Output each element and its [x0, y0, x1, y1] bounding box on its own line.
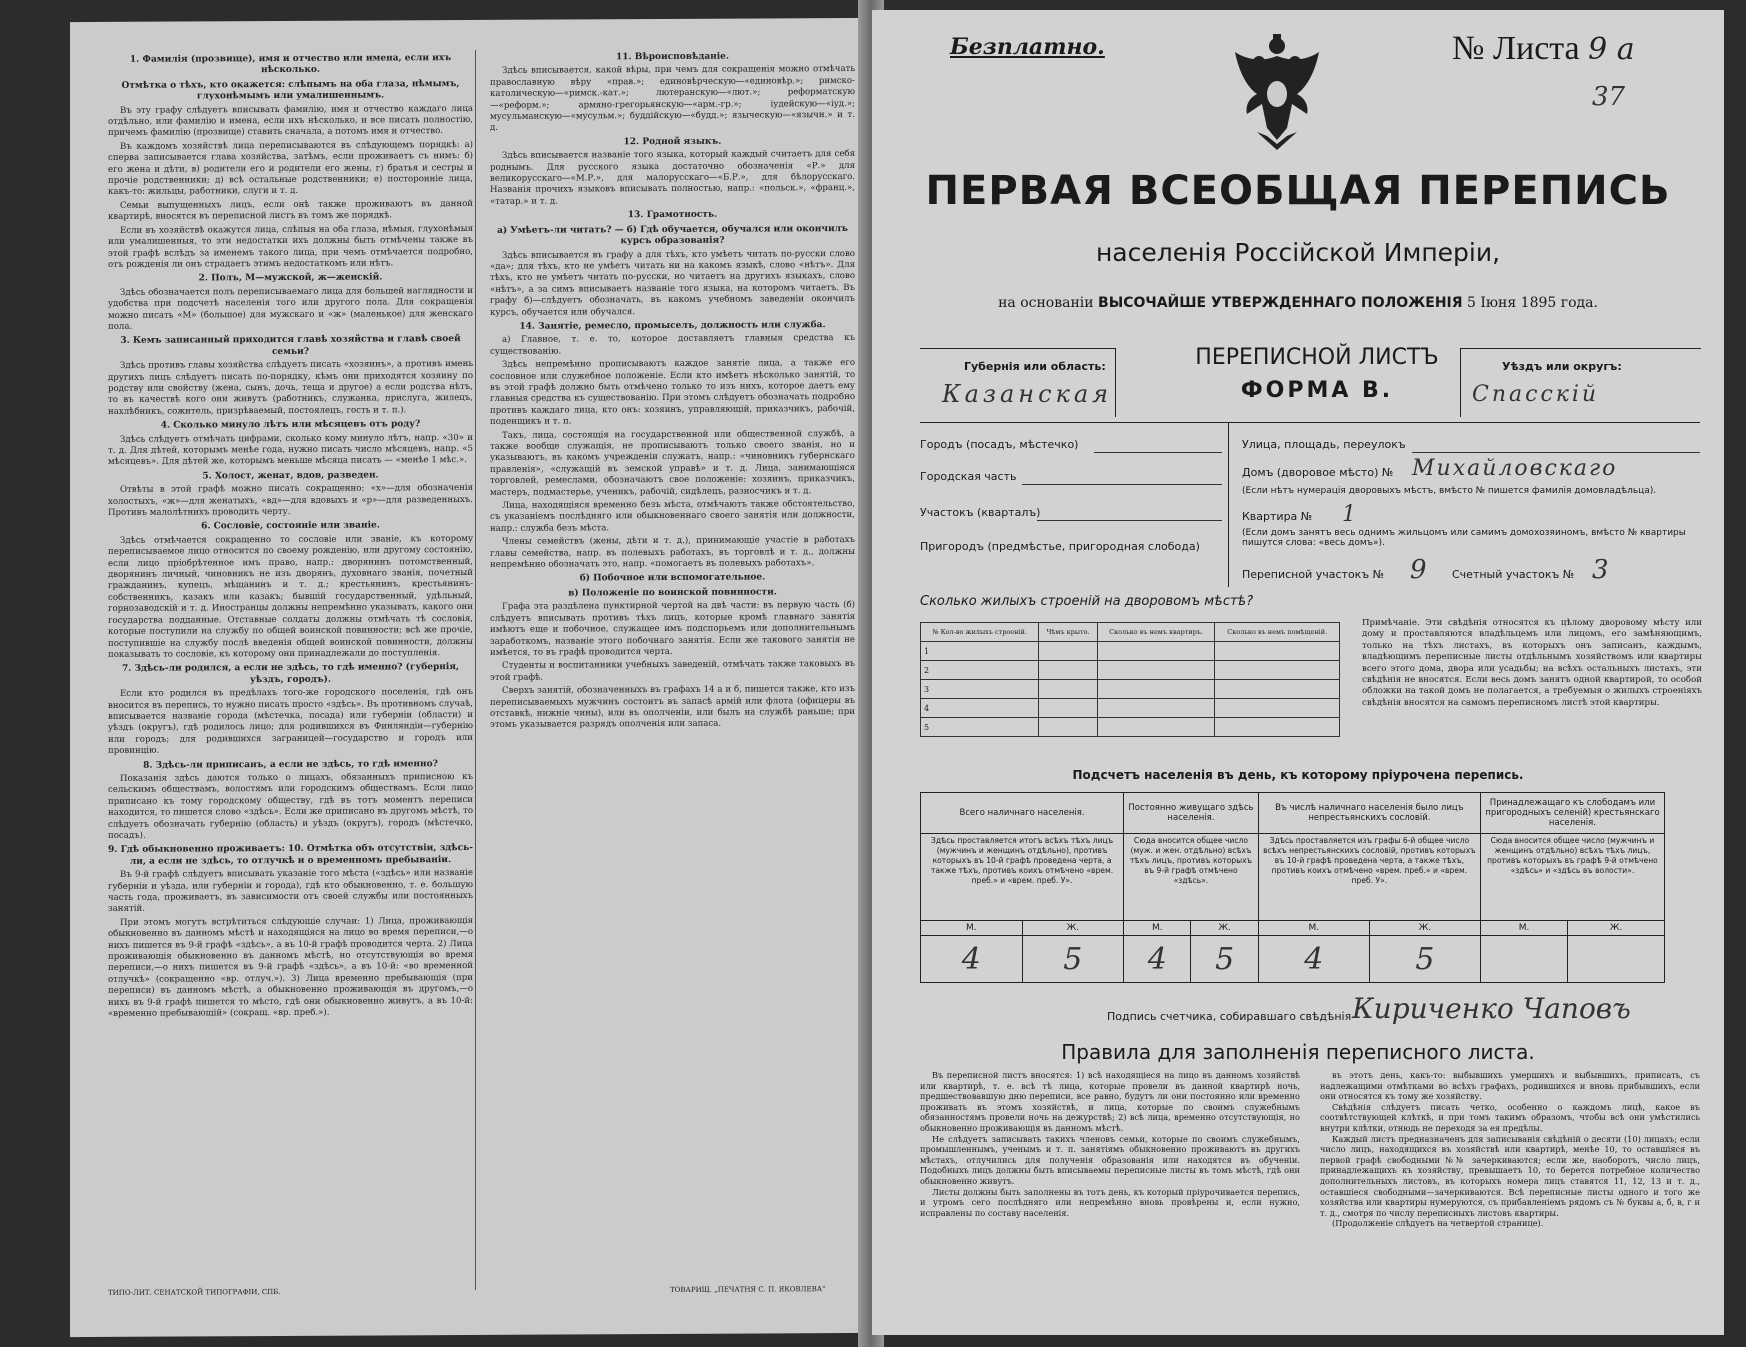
count-description: Сюда вносится общее число (мужчинъ и женщинъ отдѣльно) всѣхъ тѣхъ лицъ, противъ которыхъ въ графѣ 9-й отмѣчено «здѣсь» и «здѣсь въ волости». [1480, 834, 1664, 921]
buildings-note: Примѣчаніе. Эти свѣдѣнія относятся къ цѣлому дворовому мѣсту или дому и проставляются владѣльцемъ или лицомъ, его замѣняющимъ, только на тѣхъ листахъ, въ которыхъ онъ записанъ, каждымъ, владѣющимъ переписные листы отдѣльнымъ хозяйствомъ или квартиры всего этого дома, двора или усадьбы; на всѣхъ остальныхъ листахъ, эти свѣдѣнія не вносятся. Если весь домъ занятъ одной квартирой, то особой обложки на такой домъ не полагается, а требуемыя о жилыхъ строеніяхъ свѣдѣнія вносятся на самомъ переписномъ листѣ этой квартиры. [1362, 618, 1702, 708]
table-header: Сколько въ немъ квартиръ. [1097, 623, 1215, 642]
paragraph: Семьи выпущенныхъ лицъ, если онѣ также проживаютъ въ данной квартирѣ, вносятся въ переписной листъ въ томъ же порядкѣ. [108, 198, 473, 223]
table-row [921, 642, 1340, 661]
section-heading: 9. Гдѣ обыкновенно проживаетъ: 10. Отмѣтка объ отсутствіи, здѣсь-ли, а если не здѣсь, то отлучкѣ и о временномъ пребываніи. [108, 843, 473, 867]
signature-label: Подпись счетчика, собиравшаго свѣдѣнія [1107, 1010, 1352, 1023]
signature-handwritten: Кириченко Чаповъ [1352, 992, 1631, 1025]
paragraph: Если въ хозяйствѣ окажутся лица, слѣпыя на оба глаза, нѣмыя, глухонѣмыя или умалишенныя, то эти недостатки ихъ должны быть отмѣчены также въ этой графѣ вслѣдъ за именемъ такого лица, при чемъ отмѣчается подробно, отъ рожденія ли онъ страдаетъ этимъ недостаткомъ или нѣтъ. [108, 223, 473, 270]
sheet-number-label: № Листа [1452, 30, 1580, 67]
sex-header: М. [921, 921, 1023, 936]
census-title: ПЕРВАЯ ВСЕОБЩАЯ ПЕРЕПИСЬ [925, 168, 1671, 214]
count-value: 5 [1369, 936, 1480, 983]
right-footer-printer: ТОВАРИЩ. „ПЕЧАТНЯ С. П. ЯКОВЛЕВА“ [670, 1285, 826, 1294]
count-description: Сюда вносится общее число (муж. и жен. отдѣльно) всѣхъ тѣхъ лицъ, противъ которыхъ въ 9-й графѣ отмѣчено «здѣсь». [1124, 834, 1259, 921]
schet-uch-handwritten: 3 [1592, 555, 1609, 585]
sex-header: Ж. [1022, 921, 1124, 936]
table-cell [1215, 642, 1340, 661]
table-cell [1097, 680, 1215, 699]
section-heading: 2. Полъ, М—мужской, ж—женскій. [198, 272, 383, 284]
sheet-number [1452, 30, 1635, 68]
section-heading: 7. Здѣсь-ли родился, а если не здѣсь, то гдѣ именно? (губернія, уѣздъ, городъ). [121, 662, 460, 685]
count-value [1568, 936, 1665, 983]
paragraph: Здѣсь непремѣнно прописываютъ каждое занятіе лица, а также его сословное или служебное положеніе. Если кто имѣетъ нѣсколько занятій, то въ этой графѣ должно быть отмѣчено только то изъ нихъ, которое даетъ ему главныя средства къ существованію. При этомъ слѣдуетъ обозначать подробно противъ каждаго лица, кто онъ: хозяинъ, управляющій, приказчикъ, рабочій, поденщикъ и т. п. [490, 358, 855, 428]
section-heading: 1. Фамилія (прозвище), имя и отчество или имена, если ихъ нѣсколько. [129, 53, 452, 76]
count-description: Здѣсь проставляется итогъ всѣхъ тѣхъ лицъ (мужчинъ и женщинъ отдѣльно), противъ которыхъ въ 10-й графѣ проведена черта, а также тѣхъ, противъ коихъ отмѣчено «врем. преб.» и «врем. преб. У». [921, 834, 1124, 921]
table-cell [1215, 718, 1340, 737]
section-heading: а) Умѣетъ-ли читать? — б) Гдѣ обучается, обучался или окончилъ курсъ образованія? [497, 223, 848, 247]
uchastok-line [1037, 520, 1222, 521]
table-header: Чѣмъ крыто. [1039, 623, 1097, 642]
count-value: 4 [921, 936, 1023, 983]
table-cell [1039, 642, 1097, 661]
paragraph: Здѣсь обозначается полъ переписываемаго лица для большей наглядности и удобства при подсчетѣ населенія того или другого пола. Для сокращенія можно писать «М» (большое) для мужскаго и «ж» (маленькое) для женскаго пола. [108, 285, 473, 332]
rules-column-1 [920, 1070, 1300, 1218]
rule-paragraph: Каждый листъ предназначенъ для записыванія свѣдѣній о десяти (10) лицахъ; если число лицъ, находящихся въ хозяйствѣ или квартирѣ, менѣе 10, то оставшіяся въ первой графѣ свободными №№ зачеркиваются; если же, наоборотъ, число лицъ, принадлежащихъ къ хозяйству, превышаетъ 10, то берется потребное количество дополнительныхъ листовъ, въ которыхъ номера лицъ ставятся 11, 12, 13 и т. д., оставшіеся свободными—зачеркиваются. Всѣ переписные листы одного и того же хозяйства или квартиры нумеруются, съ прибавленіемъ рядомъ съ № буквы а, б, в, г и т. д., смотря по числу переписныхъ листовъ квартиры. [1320, 1133, 1700, 1218]
table-cell [1039, 699, 1097, 718]
rules-title: Правила для заполненія переписного листа. [1061, 1040, 1535, 1064]
count-value [1480, 936, 1567, 983]
table-header: Сколько въ немъ помѣщеній. [1215, 623, 1340, 642]
house-note: (Если нѣтъ нумерація дворовыхъ мѣстъ, вмѣсто № пишется фамилія домовладѣльца). [1242, 486, 1657, 496]
address-divider [1228, 422, 1229, 587]
sex-header: М. [1480, 921, 1567, 936]
paragraph: Здѣсь вписывается, какой вѣры, при чемъ для сокращенія можно отмѣчать православную вѣру «прав.»; единовѣрческую—«единовѣр.»; римско-католическую—«римск.-кат.»; лютеранскую—«лют.»; реформатскую—«реформ.»; армяно-грегорьянскую—«арм.-гр.»; іудейскую—«іуд.»; мусульманскую—«мусульм.»; буддійскую—«будд.»; языческую—«язычн.» и т. д. [490, 64, 855, 134]
table-cell [1039, 661, 1097, 680]
section-heading: 14. Занятіе, ремесло, промыселъ, должность или служба. [519, 320, 826, 332]
census-subtitle: населенія Россійской Имперіи, [1095, 238, 1501, 267]
house-handwritten: Михайловскаго [1412, 456, 1618, 481]
count-header: Въ числѣ наличнаго населенія было лицъ непрестьянскихъ сословій. [1258, 793, 1480, 834]
section-heading: 5. Холост, женат, вдов, разведен. [202, 470, 379, 482]
sex-header: Ж. [1369, 921, 1480, 936]
basis-prefix: на основаніи [998, 295, 1099, 311]
kv-note: (Если домъ занятъ весь однимъ жильцомъ или самимъ домохозяиномъ, вмѣсто № квартиры пишутся слова: «весь домъ»). [1242, 528, 1686, 548]
table-cell [1097, 661, 1215, 680]
paragraph: Въ 9-й графѣ слѣдуетъ вписывать указаніе того мѣста («здѣсь» или названіе губерніи и уѣзда, или губерніи и города), гдѣ кто обыкновенно, т. е. большую часть года, проживаетъ, въ зависимости отъ своей службы или постоянныхъ занятій. [108, 868, 473, 915]
paragraph: Графа эта раздѣлена пунктирной чертой на двѣ части: въ первую часть (б) слѣдуетъ вписывать противъ тѣхъ лицъ, которые кромѣ главнаго занятія имѣютъ еще и побочное, служащее имъ подспорьемъ или дополнительнымъ заработкомъ, названіе этого побочнаго занятія. Если же такового занятія не имѣется, то въ графѣ проводится черта. [490, 600, 855, 658]
city-part-label: Городская часть [920, 470, 1017, 483]
street-line [1412, 452, 1700, 453]
house-label: Домъ (дворовое мѣсто) № [1242, 466, 1394, 479]
perepis-uch-label: Переписной участокъ № [1242, 568, 1385, 581]
census-basis [872, 295, 1724, 311]
count-value: 5 [1191, 936, 1258, 983]
basis-date: 5 Іюня 1895 года. [1462, 295, 1598, 311]
paragraph: Въ эту графу слѣдуетъ вписывать фамилію, имя и отчество каждаго лица отдѣльно, или фамилію и имена, если ихъ нѣсколько, и все писать полностію, причемъ фамилію (прозвище) ставить сначала, а потомъ имя и отчество. [108, 103, 473, 139]
table-row [921, 699, 1340, 718]
table-row [921, 661, 1340, 680]
table-cell: 5 [921, 718, 1039, 737]
rule-paragraph: Не слѣдуетъ записывать такихъ членовъ семьи, которые по своимъ служебнымъ, промышленнымъ, ученымъ и т. п. занятіямъ обыкновенно проживаютъ въ другихъ мѣстахъ, отлучились для полученія образованія или находятся въ обученіи. Подобныхъ лицъ должны быть вписываемы переписные листы въ томъ мѣстѣ, гдѣ они обыкновенно живутъ. [920, 1133, 1300, 1186]
basis-decree: ВЫСОЧАЙШЕ УТВЕРЖДЕННАГО ПОЛОЖЕНІЯ [1098, 295, 1463, 311]
count-header: Всего наличнаго населенія. [921, 793, 1124, 834]
count-header: Постоянно живущаго здѣсь населенія. [1124, 793, 1259, 834]
sex-header: М. [1258, 921, 1369, 936]
left-column-2 [490, 48, 855, 734]
paragraph: Отвѣты в этой графѣ можно писать сокращенно: «х»—для обозначенія холостыхъ, «ж»—для женатыхъ, «вд»—для вдовыхъ и «р»—для разведенныхъ. Противъ малолѣтнихъ проводить черту. [108, 483, 473, 518]
uezd-handwritten: Спасскій [1472, 382, 1600, 407]
table-cell [1215, 699, 1340, 718]
count-header: Принадлежащаго къ слободамъ или пригородныхъ селеній) крестьянскаго населенія. [1480, 793, 1664, 834]
section-heading: 3. Кемъ записанный приходится главѣ хозяйства и главѣ своей семьи? [120, 334, 461, 357]
section-heading: 12. Родной языкъ. [623, 136, 722, 148]
sex-header: Ж. [1568, 921, 1665, 936]
rule-paragraph: Свѣдѣнія слѣдуетъ писать четко, особенно о каждомъ лицѣ, какое въ соотвѣтствующей клѣткѣ, и при томъ такимъ образомъ, чтобы всѣ они умѣстились внутри клѣтки, отнюдь не переходя за ея предѣлы. [1320, 1101, 1700, 1133]
right-page [872, 10, 1724, 1335]
kv-label: Квартира № [1242, 510, 1313, 523]
perepis-uch-handwritten: 9 [1410, 555, 1427, 585]
paragraph: Члены семействъ (жены, дѣти и т. д.), принимающіе участіе в работахъ главы семейства, напр. въ полевыхъ работахъ, въ торговлѣ и т. д., должны непремѣнно обозначать это, напр. «помогаетъ въ полевыхъ работахъ». [490, 535, 855, 570]
free-stamp: Безплатно. [950, 34, 1105, 60]
left-footer-printer: ТИПО-ЛИТ. СЕНАТСКОЙ ТИПОГРАФІИ, СПБ. [108, 1287, 281, 1297]
table-cell [1215, 680, 1340, 699]
paragraph: Показанія здѣсь даются только о лицахъ, обязанныхъ приписною къ сельскимъ обществамъ, волостямъ или городскимъ обществамъ. Если лицо приписано къ тому городскому обществу, гдѣ въ тотъ моментъ переписи находится, то пишется слово «здѣсь». Если же приписано въ другомъ мѣстѣ, то слѣдуетъ обозначать губернію (область) и уѣздъ (округъ), городъ (мѣстечко, посадъ). [108, 771, 473, 841]
section-heading: 4. Сколько минуло лѣтъ или мѣсяцевъ отъ роду? [160, 419, 421, 431]
section-heading: Отмѣтка о тѣхъ, кто окажется: слѣпымъ на оба глаза, нѣмымъ, глухонѣмымъ или умалишеннымъ. [121, 78, 460, 102]
city-part-line [1022, 484, 1222, 485]
rule-paragraph: Листы должны быть заполнены въ тотъ день, къ который пріурочивается перепись, и утромъ сего послѣдняго или непремѣнно вновь провѣрены и, если нужно, исправлены по составу населенія. [920, 1186, 1300, 1218]
table-cell [1215, 661, 1340, 680]
table-cell [1097, 642, 1215, 661]
city-label: Городъ (посадъ, мѣстечко) [920, 438, 1079, 451]
sheet-number-secondary: 37 [1592, 82, 1626, 112]
paragraph: а) Главное, т. е. то, которое доставляетъ главныя средства къ существованію. [490, 333, 855, 357]
stroeniy-question: Сколько жилыхъ строеній на дворовомъ мѣстѣ? [920, 594, 1254, 609]
table-cell [1097, 699, 1215, 718]
form-type: ФОРМА В. [1240, 378, 1394, 403]
count-description: Здѣсь проставляется изъ графы 6-й общее число всѣхъ непрестьянскихъ сословій, противъ которыхъ въ 10-й графѣ проведена черта, а также тѣхъ, противъ коихъ отмѣчено «врем. преб.» и «врем. преб. У». [1258, 834, 1480, 921]
section-heading: б) Побочное или вспомогательное. [579, 572, 766, 584]
table-cell [1097, 718, 1215, 737]
double-headed-eagle-icon [1227, 32, 1327, 152]
paragraph: Здѣсь вписывается въ графу а для тѣхъ, кто умѣетъ читать по-русски слово «да»; для тѣхъ, кто не умѣетъ читать ни на какомъ языкѣ, слово «нѣтъ». Для тѣхъ, кто не умѣетъ читать по-русски, но читаетъ на другихъ языкахъ, слово «нѣтъ», а за симъ вписываетъ названіе того языка, на которомъ читаетъ. Въ графу б)—слѣдуетъ обозначать, въ какомъ учебномъ заведеніи окончилъ курсъ, обучается или обучался. [490, 248, 855, 318]
gubernia-handwritten: Казанская [942, 380, 1113, 408]
paragraph: Здѣсь отмѣчается сокращенно то сословіе или званіе, къ которому переписываемое лицо относится по своему рожденію, или другому состоянію, если лицо пріобрѣтенное имъ право, напр.: дворянинъ потомственный, дворянинъ личный, чиновникъ не изъ дворянъ, духовнаго званія, почетный гражданинъ, купецъ, мѣщанинъ и т. д.; крестьянинъ, крестьянинъ-собственникъ, казакъ или казакъ; бывшій государственный, удѣльный, горнозаводскій и т. д. Иностранцы должны непремѣнно указывать, какого они государства подданные. Отставные солдаты должны отмѣчать тѣ сословія, которые поступили на службу по общей воинской повинности; всѣ же прочіе, поступившіе на службу послѣ введенія общей воинской повинности, должны показывать то сословіе, къ которому они принадлежали до поступленія. [108, 533, 473, 660]
column-divider [475, 50, 476, 1290]
table-cell: 4 [921, 699, 1039, 718]
population-count-table [920, 792, 1665, 983]
rules-column-2 [1320, 1070, 1700, 1229]
city-line [1094, 452, 1222, 453]
rule-paragraph: въ этотъ день, какъ-то: выбывшихъ умершихъ и выбывшихъ, приписать, съ надлежащими отмѣтками во всѣхъ графахъ, родившихся и вновь прибывшихъ, если они относятся къ тому же хозяйству. [1320, 1070, 1700, 1102]
uchastok-label: Участокъ (кварталъ) [920, 506, 1041, 519]
podschet-title: Подсчетъ населенія въ день, къ которому пріурочена перепись. [1072, 768, 1524, 782]
street-label: Улица, площадь, переулокъ [1242, 438, 1406, 451]
sex-header: М. [1124, 921, 1191, 936]
left-page [70, 18, 870, 1337]
buildings-table [920, 622, 1340, 737]
count-value: 4 [1124, 936, 1191, 983]
paragraph: Здѣсь вписывается названіе того языка, который каждый считаетъ для себя роднымъ. Для русского языка достаточно обозначенія «Р.» для великорусскаго—«М.Р.», для малорусскаго—«Б.Р.», для бѣлорусскаго. Названія прочихъ языковъ вписывать полностью, напр.: «польск.», «франц.», «татар.» и т. д. [490, 149, 855, 207]
paragraph: Здѣсь противъ главы хозяйства слѣдуетъ писать «хозяинъ», а противъ имень другихъ лицъ слѣдуетъ писать по-порядку, кѣмъ они приходятся хозяину по родству или свойству (жена, сынъ, дочь, теща и другое) а если родства нѣтъ, то въ качествѣ кого они живутъ (работникъ, служанка, прислуга, жилецъ, нахлѣбникъ, сожитель, призрѣваемый, постоялецъ, гость и т. п.). [108, 359, 473, 417]
count-value: 5 [1022, 936, 1124, 983]
paragraph: Такъ, лица, состоящія на государственной или общественной службѣ, а также вообще служащія, не прописываютъ только своего званія, но и указываютъ, въ какомъ учрежденіи служатъ, напр.: «чиновникъ губернскаго правленія», «служащій въ земской управѣ» и т. д. Лица, занимающіяся торговлей, ремеслами, обозначаютъ свое положеніе: хозяинъ, приказчикъ, мастеръ, подмастерье, ученикъ, рабочій, сидѣлецъ, разносчикъ и т. д. [490, 428, 855, 498]
section-heading: 6. Сословіе, состояніе или званіе. [201, 520, 380, 532]
header-rule [920, 422, 1700, 423]
paragraph: При этомъ могутъ встрѣтиться слѣдующіе случаи: 1) Лица, проживающія обыкновенно въ данномъ мѣстѣ и находящіяся на лицо во время переписи,—о нихъ пишется въ 9-й графѣ «здѣсь», а въ 10-й графѣ проводится черта. 2) Лица проживающія обыкновенно въ данномъ мѣстѣ, но отсутствующія во время переписи,—о нихъ пишется въ 9-й графѣ «здѣсь», а въ 10-й: «во временной отлучкѣ» (сокращенно «вр. отлуч.»). 3) Лица временно пребывающія (при переписи) въ данномъ мѣстѣ, а обыкновенно проживающія въ другомъ,—о нихъ въ 9-й графѣ пишется то мѣсто, гдѣ они обыкновенно живутъ, а въ 10-й: «временно пребывающій» (сокращ. «вр. преб.»). [108, 915, 473, 1019]
paragraph: Въ каждомъ хозяйствѣ лица переписываются въ слѣдующемъ порядкѣ: а) сперва записывается глава хозяйства, затѣмъ, если проживаетъ съ нимъ: б) его жена и дѣти, в) родители его и родители его жены, г) братья и сестры и прочіе родственники; д) всѣ остальные родственники; е) посторонніе лица, какъ-то: жильцы, работники, слуги и т. д. [108, 139, 473, 198]
paragraph: Здѣсь слѣдуетъ отмѣчать цифрами, сколько кому минуло лѣтъ, напр. «30» и т. д. Для дѣтей, которымъ менѣе года, нужно писать число мѣсяцевъ, напр. «5 мѣсяцевъ». Для дѣтей же, которымъ меньше мѣсяца писать — «менѣе 1 мѣс.». [108, 432, 473, 468]
section-heading: 13. Грамотность. [627, 209, 718, 221]
rule-paragraph: (Продолженіе слѣдуетъ на четвертой странице). [1332, 1218, 1544, 1229]
table-row [921, 680, 1340, 699]
section-heading: 11. Вѣроисповѣданіе. [615, 51, 730, 63]
table-cell: 1 [921, 642, 1039, 661]
paragraph: Лица, находящіяся временно безъ мѣста, отмѣчаютъ также обстоятельство, съ указаніемъ послѣдняго или обыкновеннаго своего занятія или должности, напр.: служба безъ мѣста. [490, 499, 855, 534]
section-heading: в) Положеніе по воинской повинности. [568, 587, 777, 599]
sex-header: Ж. [1191, 921, 1258, 936]
table-row [921, 718, 1340, 737]
prigorod-label: Пригородъ (предмѣстье, пригородная слобода) [920, 540, 1200, 553]
table-cell [1039, 718, 1097, 737]
section-heading: 8. Здѣсь-ли приписанъ, а если не здѣсь, то гдѣ именно? [143, 758, 438, 771]
form-title: ПЕРЕПИСНОЙ ЛИСТЪ [1195, 345, 1439, 370]
count-value: 4 [1258, 936, 1369, 983]
paragraph: Если кто родился въ предѣлахъ того-же городского поселенія, гдѣ онъ вносится въ перепись, то нужно писать просто «здѣсь». Въ противномъ случаѣ, вписывается названіе города (мѣстечка, посада) или губерніи (области) и уѣздъ (округъ), гдѣ родилось лицо; для родившихся въ Финляндіи—губернію или городъ; для родившихся заграницей—государство и городъ или провинцію. [108, 687, 473, 757]
schet-uch-label: Счетный участокъ № [1452, 568, 1575, 581]
paragraph: Студенты и воспитанники учебныхъ заведеній, отмѣчать также таковыхъ въ этой графѣ. [490, 659, 855, 683]
kv-handwritten: 1 [1342, 502, 1356, 527]
paragraph: Сверхъ занятій, обозначенныхъ въ графахъ 14 а и б, пишется также, кто изъ переписываемыхъ мужчинъ состоитъ въ запасѣ армій или флота (офицеры въ отставкѣ, нижніе чины), или въ ополченіи, или былъ на службѣ раньше; при этомъ указывается разрядъ ополченія или запаса. [490, 684, 855, 731]
uezd-label: Уѣздъ или округъ: [1502, 360, 1622, 373]
left-column-1 [108, 50, 473, 1022]
rule-paragraph: Въ переписной листъ вносятся: 1) всѣ находящіеся на лицо въ данномъ хозяйствѣ или квартирѣ, т. е. всѣ тѣ лица, которые провели въ данной квартирѣ ночь, предшествовавшую дню переписи, все равно, будутъ ли они постоянно или временно проживать въ этомъ хозяйствѣ, и лица, которые по своимъ служебнымъ обязанностямъ провели ночь на дежурствѣ; 2) всѣ лица, временно отсутствующія, но обыкновенно проживающія въ данномъ мѣстѣ. [920, 1070, 1300, 1133]
sheet-number-handwritten: 9 а [1588, 32, 1635, 67]
table-header: № Кол-во жилыхъ строеній. [921, 623, 1039, 642]
table-cell: 2 [921, 661, 1039, 680]
table-cell: 3 [921, 680, 1039, 699]
gubernia-label: Губернія или область: [964, 360, 1106, 373]
table-cell [1039, 680, 1097, 699]
